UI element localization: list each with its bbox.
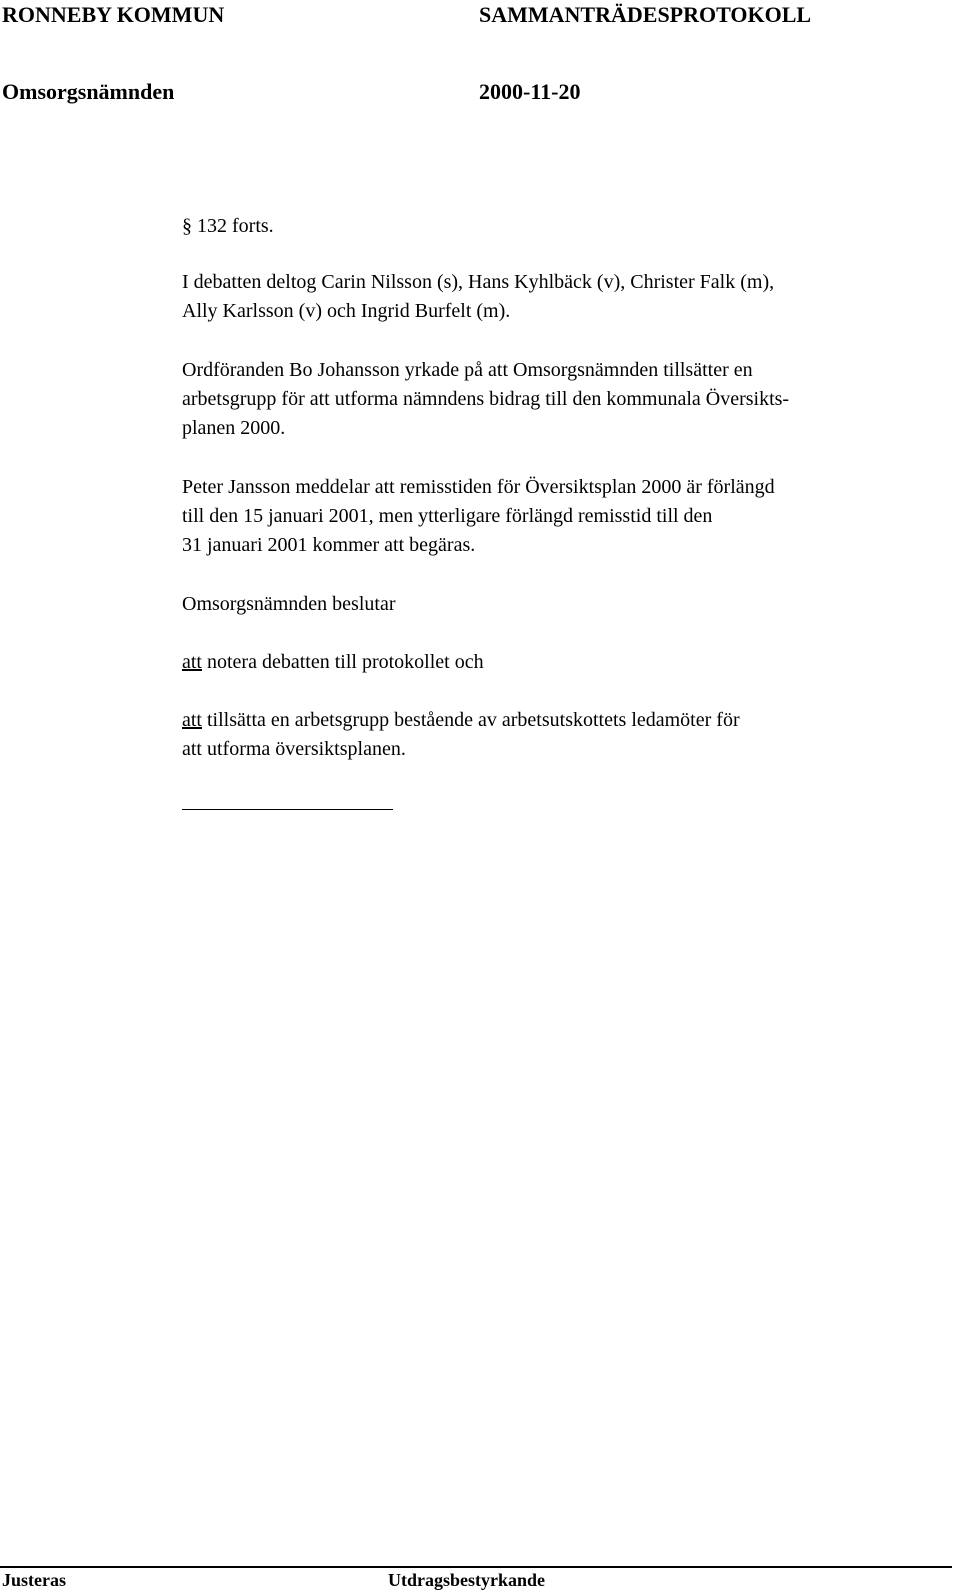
paragraph-line: 31 januari 2001 kommer att begäras. xyxy=(182,534,476,556)
meeting-date: 2000-11-20 xyxy=(479,79,581,104)
paragraph-extension xyxy=(182,473,952,560)
decision-line xyxy=(182,648,952,677)
paragraph-motion xyxy=(182,356,952,443)
footer-utdragsbestyrkande-label: Utdragsbestyrkande xyxy=(388,1570,546,1590)
paragraph-line: I debatten deltog Carin Nilsson (s), Hans Kyhlbäck (v), Christer Falk (m), xyxy=(182,271,775,293)
decision-text: tillsätta en arbetsgrupp bestående av arbetsutskottets ledamöter för xyxy=(202,709,740,731)
decision-line xyxy=(182,706,952,735)
paragraph-line: Peter Jansson meddelar att remisstiden för Översiktsplan 2000 är förlängd xyxy=(182,476,775,498)
decision-keyword: att xyxy=(182,651,202,673)
decision-item-1 xyxy=(182,648,952,677)
decision-line: att utforma översiktsplanen. xyxy=(182,738,406,760)
paragraph-line: arbetsgrupp för att utforma nämndens bidrag till den kommunala Översikts- xyxy=(182,388,790,410)
decision-keyword: att xyxy=(182,709,202,731)
section-reference: § 132 forts. xyxy=(182,215,274,237)
paragraph-line: till den 15 januari 2001, men ytterligare förlängd remisstid till den xyxy=(182,505,713,527)
paragraph-line: Ordföranden Bo Johansson yrkade på att Omsorgsnämnden tillsätter en xyxy=(182,359,753,381)
decision-text: notera debatten till protokollet och xyxy=(202,651,484,673)
decision-intro: Omsorgsnämnden beslutar xyxy=(182,593,396,615)
section-end-rule xyxy=(182,809,393,810)
document-type: SAMMANTRÄDESPROTOKOLL xyxy=(479,2,812,27)
committee-name: Omsorgsnämnden xyxy=(2,79,175,104)
organization-name: RONNEBY KOMMUN xyxy=(2,2,225,27)
decision-item-2 xyxy=(182,706,952,764)
footer-justeras-label: Justeras xyxy=(2,1570,66,1590)
footer-rule xyxy=(0,1566,952,1568)
paragraph-debate xyxy=(182,268,952,326)
paragraph-line: planen 2000. xyxy=(182,417,286,439)
paragraph-line: Ally Karlsson (v) och Ingrid Burfelt (m). xyxy=(182,300,511,322)
